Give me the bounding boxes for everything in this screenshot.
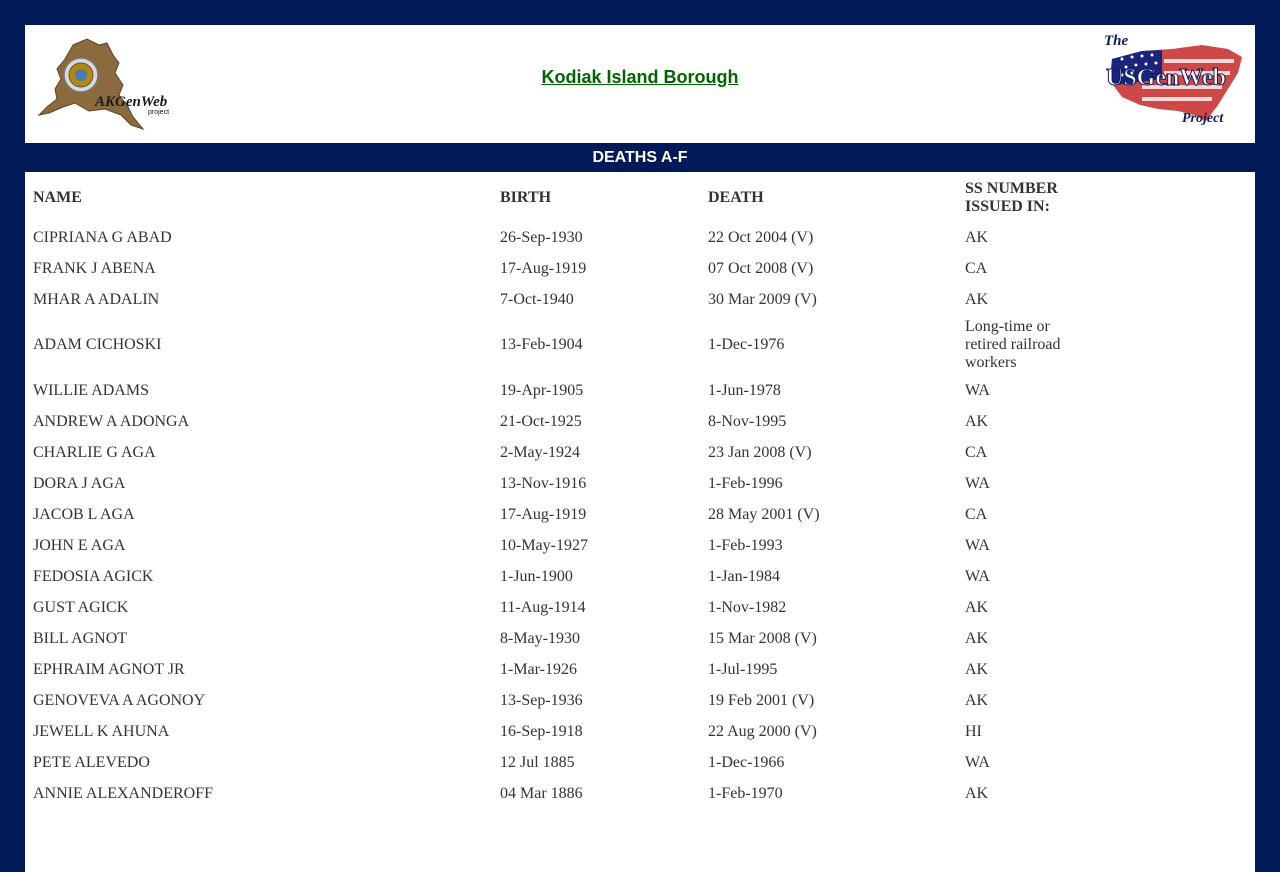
table-row bbox=[25, 437, 1255, 468]
cell-ss-issued: AK bbox=[965, 412, 989, 430]
cell-death: 22 Aug 2000 (V) bbox=[708, 722, 817, 740]
table-row bbox=[25, 592, 1255, 623]
cell-name: MHAR A ADALIN bbox=[33, 290, 160, 308]
cell-birth: 7-Oct-1940 bbox=[500, 290, 574, 308]
svg-text:The: The bbox=[1104, 33, 1129, 49]
cell-birth: 17-Aug-1919 bbox=[500, 505, 587, 523]
cell-death: 1-Dec-1966 bbox=[708, 753, 785, 771]
usgenweb-logo[interactable] bbox=[1102, 29, 1247, 129]
cell-ss-issued: AK bbox=[965, 290, 989, 308]
svg-text:AKGenWeb: AKGenWeb bbox=[95, 94, 168, 110]
svg-text:USGenWeb: USGenWeb bbox=[1106, 65, 1227, 91]
cell-ss-issued: WA bbox=[965, 536, 990, 554]
svg-text:project: project bbox=[148, 109, 170, 116]
cell-birth: 04 Mar 1886 bbox=[500, 784, 583, 802]
cell-birth: 19-Apr-1905 bbox=[500, 381, 584, 399]
cell-death: 19 Feb 2001 (V) bbox=[708, 691, 815, 709]
column-header-ss-issued: SS NUMBER ISSUED IN: bbox=[965, 180, 1058, 215]
cell-birth: 17-Aug-1919 bbox=[500, 259, 587, 277]
cell-name: ANNIE ALEXANDEROFF bbox=[33, 784, 213, 802]
cell-death: 28 May 2001 (V) bbox=[708, 505, 820, 523]
cell-ss-issued: AK bbox=[965, 598, 989, 616]
cell-ss-issued: HI bbox=[965, 722, 982, 740]
cell-ss-issued: WA bbox=[965, 474, 990, 492]
svg-text:Project: Project bbox=[1182, 111, 1224, 126]
table-row bbox=[25, 315, 1255, 375]
cell-death: 1-Feb-1993 bbox=[708, 536, 783, 554]
cell-name: JEWELL K AHUNA bbox=[33, 722, 170, 740]
cell-name: DORA J AGA bbox=[33, 474, 126, 492]
cell-ss-issued: CA bbox=[965, 259, 988, 277]
cell-name: FRANK J ABENA bbox=[33, 259, 156, 277]
column-header-name: NAME bbox=[33, 189, 82, 206]
cell-name: ANDREW A ADONGA bbox=[33, 412, 190, 430]
cell-name: JACOB L AGA bbox=[33, 505, 135, 523]
cell-death: 1-Nov-1982 bbox=[708, 598, 787, 616]
cell-ss-issued: WA bbox=[965, 753, 990, 771]
deaths-table-container bbox=[25, 172, 1255, 872]
cell-death: 15 Mar 2008 (V) bbox=[708, 629, 817, 647]
cell-death: 30 Mar 2009 (V) bbox=[708, 290, 817, 308]
cell-death: 8-Nov-1995 bbox=[708, 412, 787, 430]
cell-ss-issued: CA bbox=[965, 443, 988, 461]
cell-death: 1-Feb-1970 bbox=[708, 784, 783, 802]
cell-name: GUST AGICK bbox=[33, 598, 129, 616]
cell-ss-issued: CA bbox=[965, 505, 988, 523]
cell-name: BILL AGNOT bbox=[33, 629, 128, 647]
table-row bbox=[25, 468, 1255, 499]
cell-birth: 16-Sep-1918 bbox=[500, 722, 583, 740]
cell-name: ADAM CICHOSKI bbox=[33, 336, 162, 353]
column-header-spacer bbox=[1103, 172, 1255, 222]
cell-birth: 12 Jul 1885 bbox=[500, 753, 575, 771]
section-title: DEATHS A-F bbox=[592, 149, 688, 166]
table-row bbox=[25, 778, 1255, 809]
cell-birth: 2-May-1924 bbox=[500, 443, 580, 461]
cell-birth: 1-Mar-1926 bbox=[500, 660, 577, 678]
cell-name: WILLIE ADAMS bbox=[33, 381, 149, 399]
table-row bbox=[25, 375, 1255, 406]
site-title-link[interactable]: Kodiak Island Borough bbox=[541, 67, 739, 87]
page-container bbox=[25, 25, 1255, 872]
cell-death: 1-Jan-1984 bbox=[708, 567, 780, 585]
cell-name: CIPRIANA G ABAD bbox=[33, 228, 172, 246]
deaths-table bbox=[25, 172, 1255, 809]
cell-name: PETE ALEVEDO bbox=[33, 753, 150, 771]
cell-death: 22 Oct 2004 (V) bbox=[708, 228, 814, 246]
table-row bbox=[25, 530, 1255, 561]
table-row bbox=[25, 284, 1255, 315]
table-row bbox=[25, 499, 1255, 530]
table-row bbox=[25, 654, 1255, 685]
cell-ss-issued: AK bbox=[965, 660, 989, 678]
cell-death: 1-Jun-1978 bbox=[708, 381, 781, 399]
cell-ss-issued: WA bbox=[965, 567, 990, 585]
cell-death: 1-Feb-1996 bbox=[708, 474, 783, 492]
cell-birth: 13-Feb-1904 bbox=[500, 336, 583, 353]
table-header-row bbox=[25, 172, 1255, 222]
table-row bbox=[25, 623, 1255, 654]
table-row bbox=[25, 253, 1255, 284]
cell-death: 1-Jul-1995 bbox=[708, 660, 778, 678]
table-row bbox=[25, 406, 1255, 437]
table-row bbox=[25, 747, 1255, 778]
cell-name: GENOVEVA A AGONOY bbox=[33, 691, 206, 709]
cell-death: 23 Jan 2008 (V) bbox=[708, 443, 812, 461]
table-row bbox=[25, 561, 1255, 592]
table-row bbox=[25, 716, 1255, 747]
cell-name: EPHRAIM AGNOT JR bbox=[33, 660, 185, 678]
column-header-birth: BIRTH bbox=[500, 189, 552, 206]
cell-death: 1-Dec-1976 bbox=[708, 336, 785, 353]
cell-birth: 13-Sep-1936 bbox=[500, 691, 583, 709]
cell-birth: 21-Oct-1925 bbox=[500, 412, 582, 430]
cell-name: JOHN E AGA bbox=[33, 536, 126, 554]
cell-ss-issued: WA bbox=[965, 381, 990, 399]
table-row bbox=[25, 222, 1255, 253]
cell-birth: 11-Aug-1914 bbox=[500, 598, 586, 616]
column-header-death: DEATH bbox=[708, 189, 764, 206]
cell-death: 07 Oct 2008 (V) bbox=[708, 259, 814, 277]
cell-birth: 13-Nov-1916 bbox=[500, 474, 587, 492]
cell-ss-issued: Long-time or retired railroad workers bbox=[965, 318, 1061, 371]
cell-birth: 8-May-1930 bbox=[500, 629, 580, 647]
cell-ss-issued: AK bbox=[965, 228, 989, 246]
cell-birth: 1-Jun-1900 bbox=[500, 567, 573, 585]
cell-ss-issued: AK bbox=[965, 691, 989, 709]
cell-birth: 10-May-1927 bbox=[500, 536, 588, 554]
cell-birth: 26-Sep-1930 bbox=[500, 228, 583, 246]
cell-ss-issued: AK bbox=[965, 784, 989, 802]
cell-name: CHARLIE G AGA bbox=[33, 443, 156, 461]
cell-ss-issued: AK bbox=[965, 629, 989, 647]
page-header bbox=[25, 25, 1255, 143]
table-row bbox=[25, 685, 1255, 716]
cell-name: FEDOSIA AGICK bbox=[33, 567, 154, 585]
